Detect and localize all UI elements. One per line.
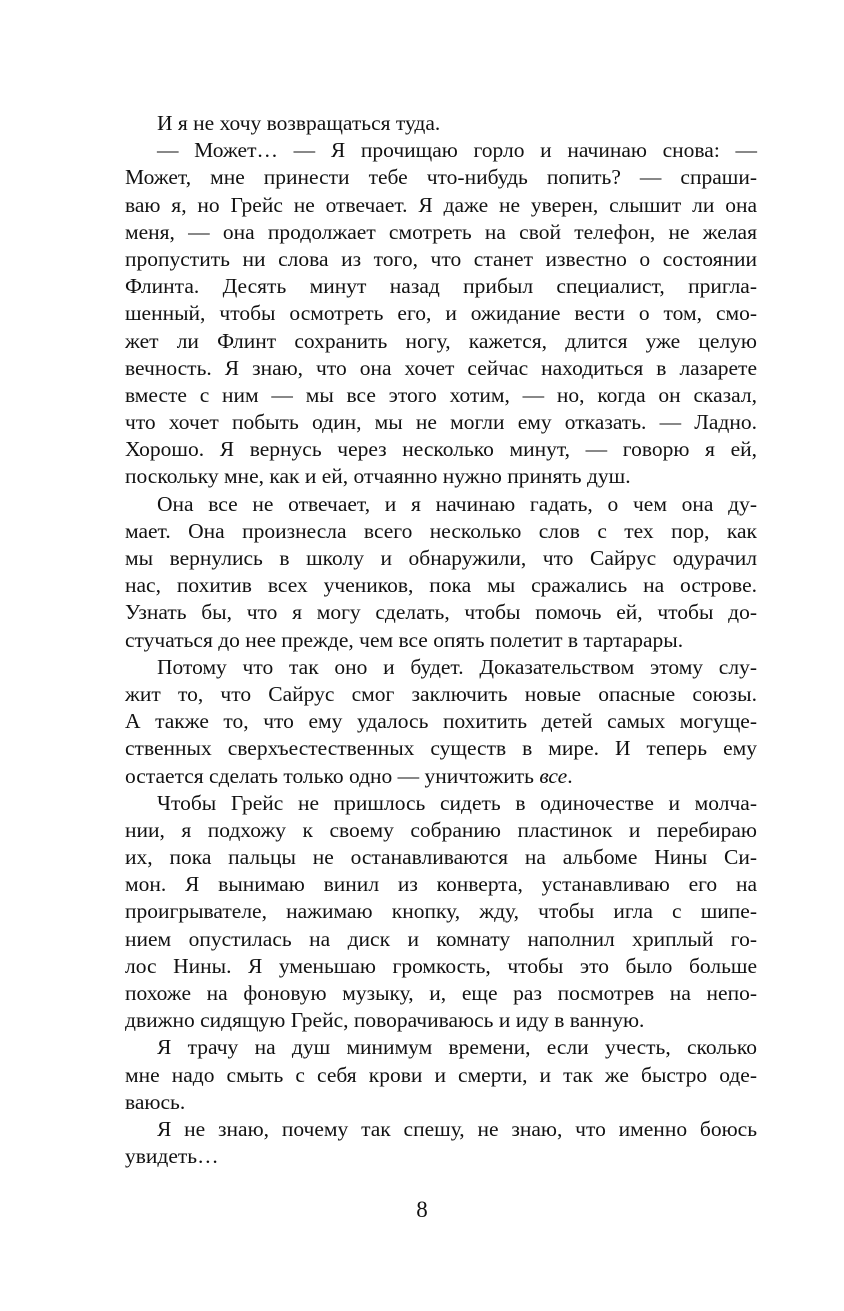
text-line: жит то, что Сайрус смог заключить новые опасные союзы. [125, 681, 757, 706]
text-line: нас, похитив всех учеников, пока мы сражались на острове. [125, 573, 757, 598]
text-line: А также то, что ему удалось похитить детей самых могуще- [125, 709, 757, 734]
text-line: жет ли Флинт сохранить ногу, кажется, длится уже целую [125, 328, 757, 353]
text-line: — Может… — Я прочищаю горло и начинаю снова: — [157, 138, 757, 163]
text-line: нием опустилась на диск и комнату наполнил хриплый го- [125, 926, 757, 951]
text-line: Потому что так оно и будет. Доказательством этому слу- [157, 654, 757, 679]
text-line: пропустить ни слова из того, что станет известно о состоянии [125, 246, 757, 271]
page-number: 8 [416, 1197, 428, 1222]
text-line: движно сидящую Грейс, поворачиваюсь и иду в ванную. [125, 1008, 645, 1033]
text-line: И я не хочу возвращаться туда. [157, 111, 441, 135]
text-line: проигрывателе, нажимаю кнопку, жду, чтобы игла с шипе- [125, 899, 757, 924]
text-line: вместе с ним — мы все этого хотим, — но, когда он сказал, [125, 382, 757, 407]
body-text [125, 110, 757, 1170]
text-line: мы вернулись в школу и обнаружили, что Сайрус одурачил [125, 546, 757, 570]
text-line: Я не знаю, почему так спешу, не знаю, что именно боюсь [157, 1116, 757, 1141]
text-line: вечность. Я знаю, что она хочет сейчас находиться в лазарете [125, 355, 757, 380]
text-line: шенный, чтобы осмотреть его, и ожидание вести о том, смо- [125, 301, 757, 326]
text-line: Может, мне принести тебе что-нибудь попить? — спраши- [125, 165, 757, 190]
text-line: похоже на фоновую музыку, и, еще раз посмотрев на непо- [125, 981, 757, 1005]
text-line: увидеть… [125, 1144, 219, 1169]
text-line: мон. Я вынимаю винил из конверта, устанавливаю его на [125, 872, 757, 897]
text-line: Чтобы Грейс не пришлось сидеть в одиночестве и молча- [157, 790, 757, 815]
text-line: Флинта. Десять минут назад прибыл специалист, пригла- [125, 274, 757, 299]
text-line: что хочет побыть один, мы не могли ему отказать. — Ладно. [125, 410, 757, 435]
text-line: лос Нины. Я уменьшаю громкость, чтобы это было больше [125, 953, 757, 978]
text-line: Узнать бы, что я могу сделать, чтобы помочь ей, чтобы до- [125, 600, 757, 625]
text-line: ваю я, но Грейс не отвечает. Я даже не уверен, слышит ли она [125, 192, 757, 217]
text-line: Хорошо. Я вернусь через несколько минут, — говорю я ей, [125, 437, 757, 462]
text-line: стучаться до нее прежде, чем все опять полетит в тартарары. [125, 627, 684, 652]
text-line: их, пока пальцы не останавливаются на альбоме Нины Си- [125, 845, 757, 870]
text-line: ваюсь. [125, 1089, 186, 1114]
page-body [125, 110, 757, 1170]
text-line: Она все не отвечает, и я начинаю гадать, о чем она ду- [157, 491, 757, 516]
text-line: Я трачу на душ минимум времени, если учесть, сколько [157, 1035, 757, 1060]
text-line: мает. Она произнесла всего несколько слов с тех пор, как [125, 518, 757, 543]
text-line: меня, — она продолжает смотреть на свой телефон, не желая [125, 219, 757, 244]
emphasized-word: все [539, 763, 568, 788]
text-line: поскольку мне, как и ей, отчаянно нужно принять душ. [125, 464, 631, 489]
text-line: мне надо смыть с себя крови и смерти, и так же быстро оде- [125, 1062, 757, 1087]
text-line: ственных сверхъестественных существ в мире. И теперь ему [125, 736, 757, 761]
text-line: остается сделать только одно — уничтожить все. [125, 763, 573, 788]
text-line: нии, я подхожу к своему собранию пластинок и перебираю [125, 817, 757, 842]
